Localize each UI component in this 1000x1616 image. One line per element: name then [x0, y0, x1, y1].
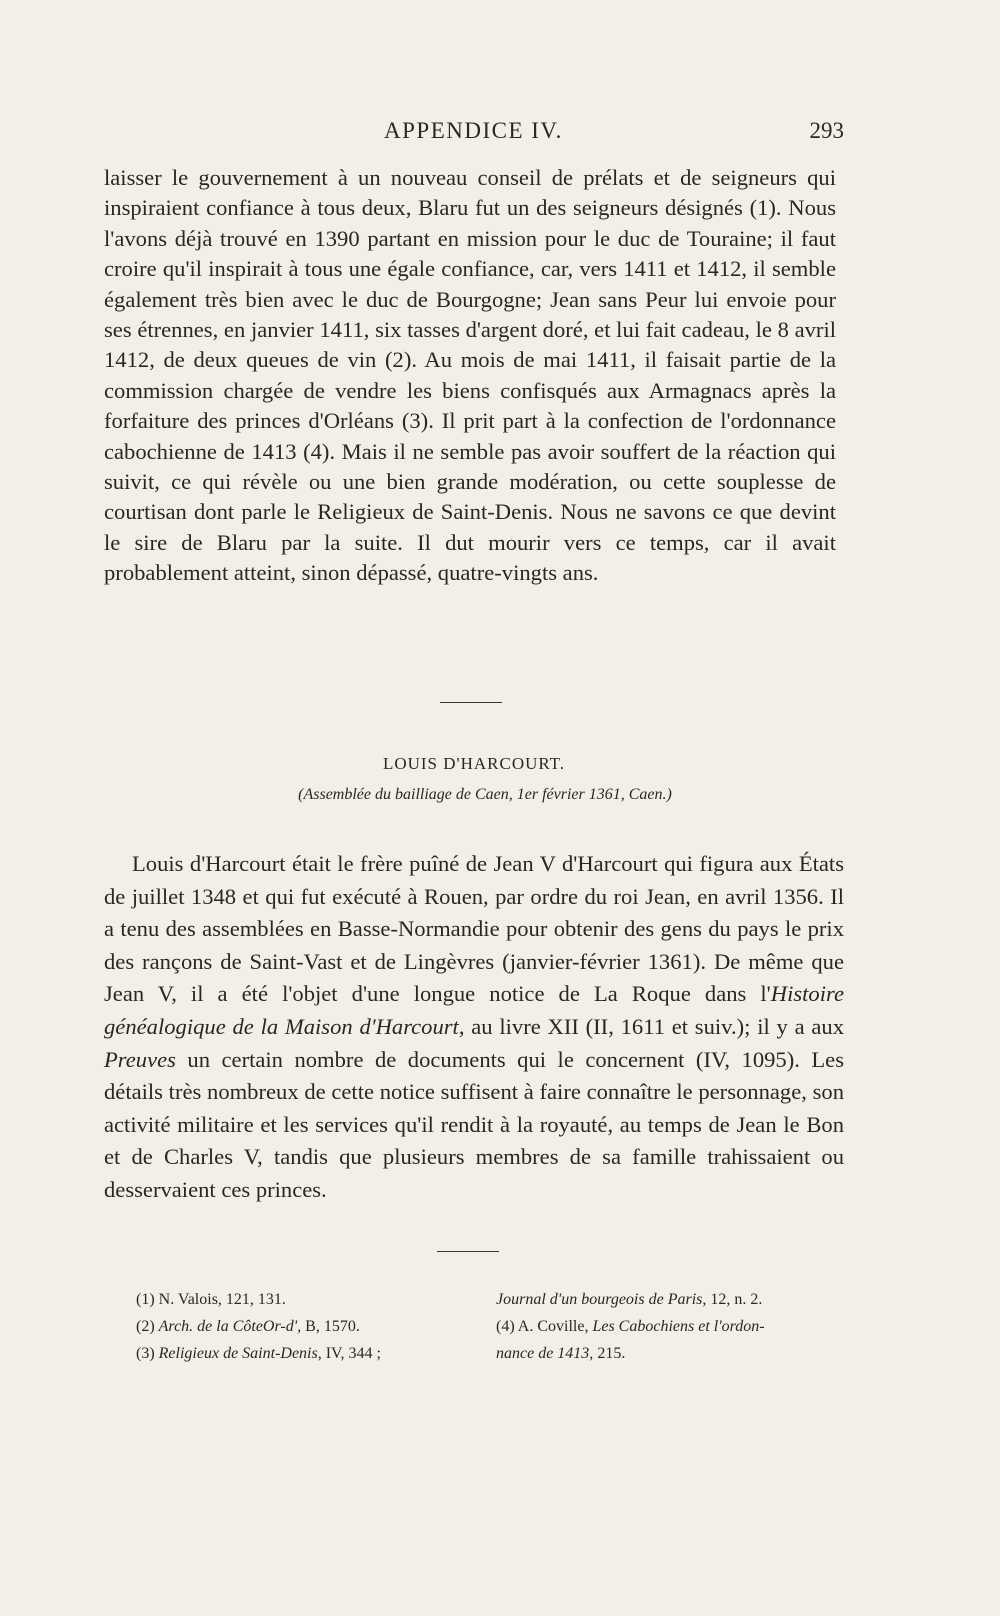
footnote-text: A. Coville, [517, 1318, 593, 1335]
footnote-marker: (1) [136, 1291, 155, 1308]
footnote-source-italic: Journal d'un bourgeois de Paris, [496, 1291, 707, 1308]
footnote-1 [136, 1286, 476, 1313]
footnote-marker: (4) [496, 1318, 515, 1335]
footnote-text: 12, n. 2. [706, 1291, 763, 1308]
footnote-text: B, 1570. [301, 1318, 360, 1335]
section-separator [440, 702, 502, 703]
footnote-3-continued [496, 1286, 846, 1313]
footnotes-right-column [496, 1286, 846, 1367]
footnote-text: N. Valois, 121, 131. [158, 1291, 286, 1308]
section-paragraph [104, 848, 844, 1207]
footnotes-left-column [136, 1286, 476, 1367]
footnote-source-italic: Religieux de Saint-Denis, [158, 1345, 322, 1362]
body-text [104, 163, 836, 589]
paragraph-part-2: , au livre XII (II, 1611 et suiv.); il y a aux [458, 1013, 844, 1039]
paragraph-part-3: un certain nombre de documents qui le concernent (IV, 1095). Les détails très nombreux de cette notice suffisent à faire connaître le personnage, son activité militaire et les services qu'il rendit à la royauté, au temps de Jean le Bon et de Charles V, tandis que plusieurs membres de sa famille trahissaient ou desservaient ces princes. [104, 1046, 844, 1202]
footnote-marker: (3) [136, 1345, 155, 1362]
paragraph-part-1: Louis d'Harcourt était le frère puîné de Jean V d'Harcourt qui figura aux États de juillet 1348 et qui fut exécuté à Rouen, par ordre du roi Jean, en avril 1356. Il a tenu des assemblées en Basse-Normandie pour obtenir des gens du pays le prix des rançons de Saint-Vast et de Lingèvres (janvier-février 1361). De même que Jean V, il a été l'objet d'une longue notice de La Roque dans l' [104, 851, 844, 1007]
footnote-text: 215. [593, 1345, 626, 1362]
body-paragraph: laisser le gouvernement à un nouveau conseil de prélats et de seigneurs qui inspiraient confiance à tous deux, Blaru fut un des seigneurs désignés (1). Nous l'avons déjà trouvé en 1390 partant en mission pour le duc de Touraine; il faut croire qu'il inspirait à tous une égale confiance, car, vers 1411 et 1412, il semble également très bien avec le duc de Bourgogne; Jean sans Peur lui envoie pour ses étrennes, en janvier 1411, six tasses d'argent doré, et lui fait cadeau, le 8 avril 1412, de deux queues de vin (2). Au mois de mai 1411, il faisait partie de la commission chargée de vendre les biens confisqués aux Armagnacs après la forfaiture des princes d'Orléans (3). Il prit part à la confection de l'ordonnance cabochienne de 1413 (4). Mais il ne semble pas avoir souffert de la réaction qui suivit, ce qui révèle ou une bien grande modération, ou cette souplesse de courtisan dont parle le Religieux de Saint-Denis. Nous ne savons ce que devint le sire de Blaru par la suite. Il dut mourir vers ce temps, car il avait probablement atteint, sinon dépassé, quatre-vingts ans. [104, 165, 836, 586]
footnote-source-italic: Arch. de la CôteOr-d', [158, 1318, 302, 1335]
footnote-2 [136, 1313, 476, 1340]
footnote-source-italic: Les Cabochiens et l'ordon- [592, 1318, 765, 1335]
running-title: APPENDICE IV. [384, 118, 563, 143]
preuves-title: Preuves [104, 1046, 176, 1072]
footnote-3 [136, 1340, 476, 1367]
footnote-4-continued [496, 1340, 846, 1367]
footnote-4 [496, 1313, 846, 1340]
book-title: Histoire généalogique de la Maison d'Harcourt [104, 981, 844, 1039]
page-number: 293 [809, 118, 844, 143]
footnote-source-italic: nance de 1413, [496, 1345, 594, 1362]
section-heading: LOUIS D'HARCOURT. [382, 754, 566, 773]
running-header [104, 118, 844, 152]
footnote-separator [437, 1251, 499, 1252]
section-text [104, 848, 844, 1207]
section-source: (Assemblée du bailliage de Caen, 1er février 1361, Caen.) [298, 786, 672, 803]
footnote-text: IV, 344 ; [321, 1345, 381, 1362]
footnote-marker: (2) [136, 1318, 155, 1335]
